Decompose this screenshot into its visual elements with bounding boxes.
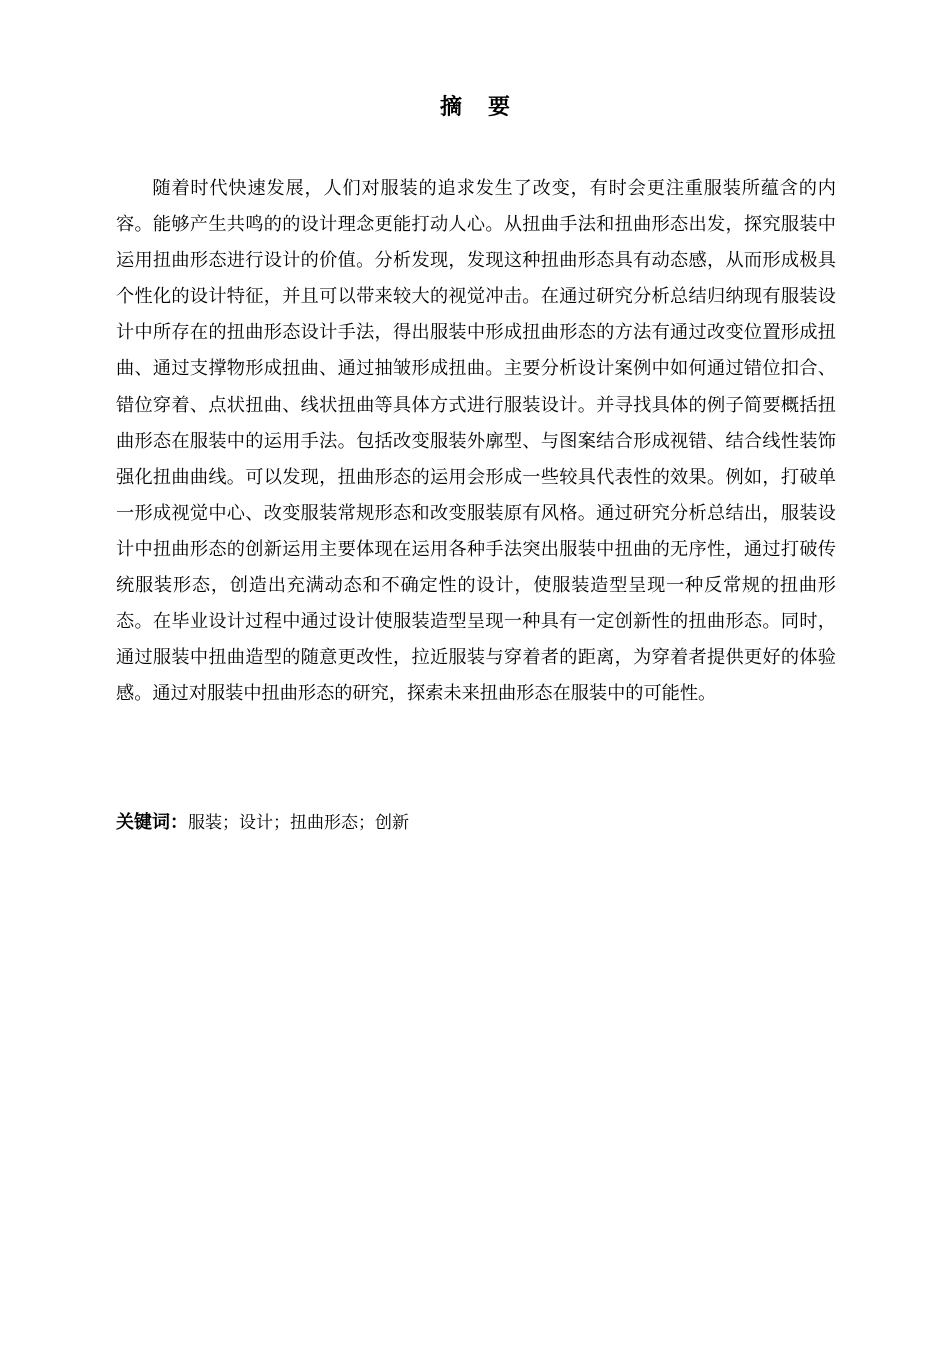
keywords-value: 服装；设计；扭曲形态；创新	[188, 813, 409, 833]
title-char-2: 要	[488, 95, 511, 120]
keywords-label: 关键词：	[116, 812, 188, 833]
title-char-1: 摘	[439, 95, 462, 120]
page-title	[0, 92, 950, 124]
keywords-line	[116, 808, 836, 838]
abstract-paragraph: 随着时代快速发展，人们对服装的追求发生了改变，有时会更注重服装所蕴含的内容。能够产生共鸣的的设计理念更能打动人心。从扭曲手法和扭曲形态出发，探究服装中运用扭曲形态进行设计的价值。分析发现，发现这种扭曲形态具有动态感，从而形成极具个性化的设计特征，并且可以带来较大的视觉冲击。在通过研究分析总结归纳现有服装设计中所存在的扭曲形态设计手法，得出服装中形成扭曲形态的方法有通过改变位置形成扭曲、通过支撑物形成扭曲、通过抽皱形成扭曲。主要分析设计案例中如何通过错位扣合、错位穿着、点状扭曲、线状扭曲等具体方式进行服装设计。并寻找具体的例子简要概括扭曲形态在服装中的运用手法。包括改变服装外廓型、与图案结合形成视错、结合线性装饰强化扭曲曲线。可以发现，扭曲形态的运用会形成一些较具代表性的效果。例如，打破单一形成视觉中心、改变服装常规形态和改变服装原有风格。通过研究分析总结出，服装设计中扭曲形态的创新运用主要体现在运用各种手法突出服装中扭曲的无序性，通过打破传统服装形态，创造出充满动态和不确定性的设计，使服装造型呈现一种反常规的扭曲形态。在毕业设计过程中通过设计使服装造型呈现一种具有一定创新性的扭曲形态。同时，通过服装中扭曲造型的随意更改性，拉近服装与穿着者的距离，为穿着者提供更好的体验感。通过对服装中扭曲形态的研究，探索未来扭曲形态在服装中的可能性。	[116, 178, 836, 705]
